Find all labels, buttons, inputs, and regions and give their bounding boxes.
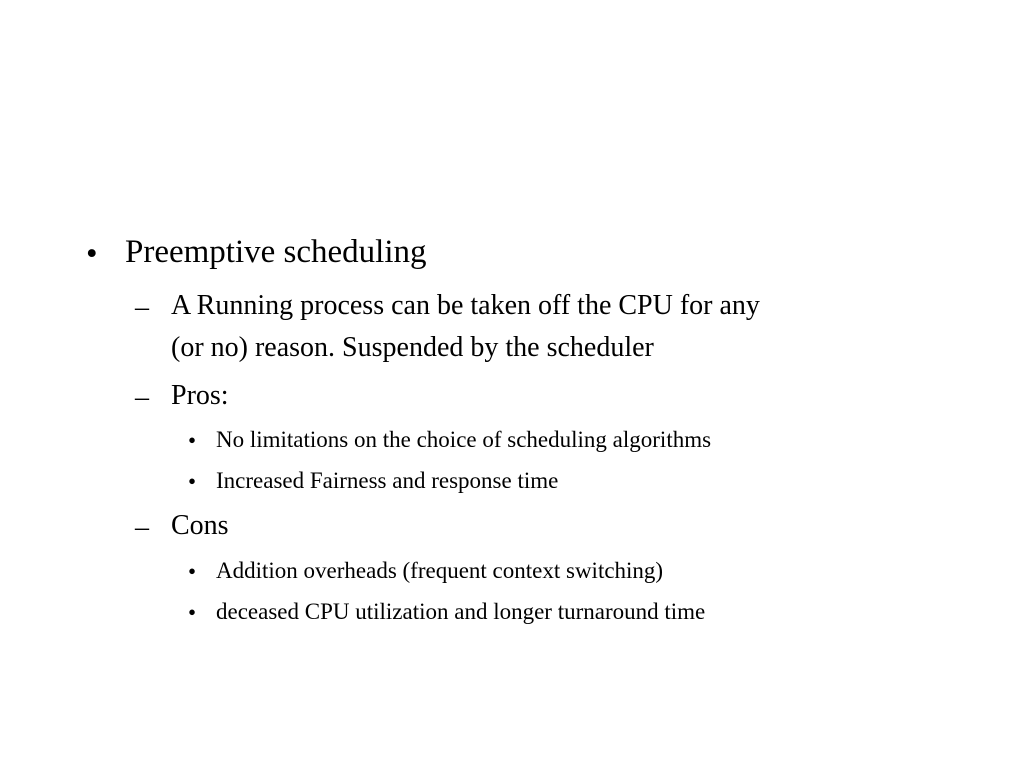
bullet-preemptive-scheduling: Preemptive scheduling xyxy=(125,234,427,270)
dash-marker-level2: – xyxy=(135,292,149,323)
sub-bullet-pros: Pros: xyxy=(171,380,229,411)
dash-marker-level2: – xyxy=(135,512,149,543)
bullet-marker-level3: • xyxy=(188,428,197,453)
sub-bullet-running-process-line1: A Running process can be taken off the CPU for any xyxy=(171,290,760,321)
bullet-marker-level3: • xyxy=(188,559,197,584)
sub-bullet-cons: Cons xyxy=(171,510,229,541)
bullet-marker-level3: • xyxy=(188,469,197,494)
cons-item-overheads: Addition overheads (frequent context switching) xyxy=(216,558,664,583)
bullet-marker-level3: • xyxy=(188,600,197,625)
dash-marker-level2: – xyxy=(135,382,149,413)
sub-bullet-running-process-line2: (or no) reason. Suspended by the scheduler xyxy=(171,332,654,363)
pros-item-no-limitations: No limitations on the choice of scheduling algorithms xyxy=(216,427,712,452)
cons-item-cpu-utilization: deceased CPU utilization and longer turnaround time xyxy=(216,599,706,624)
pros-item-fairness: Increased Fairness and response time xyxy=(216,468,559,493)
bullet-marker-level1: • xyxy=(86,236,98,272)
